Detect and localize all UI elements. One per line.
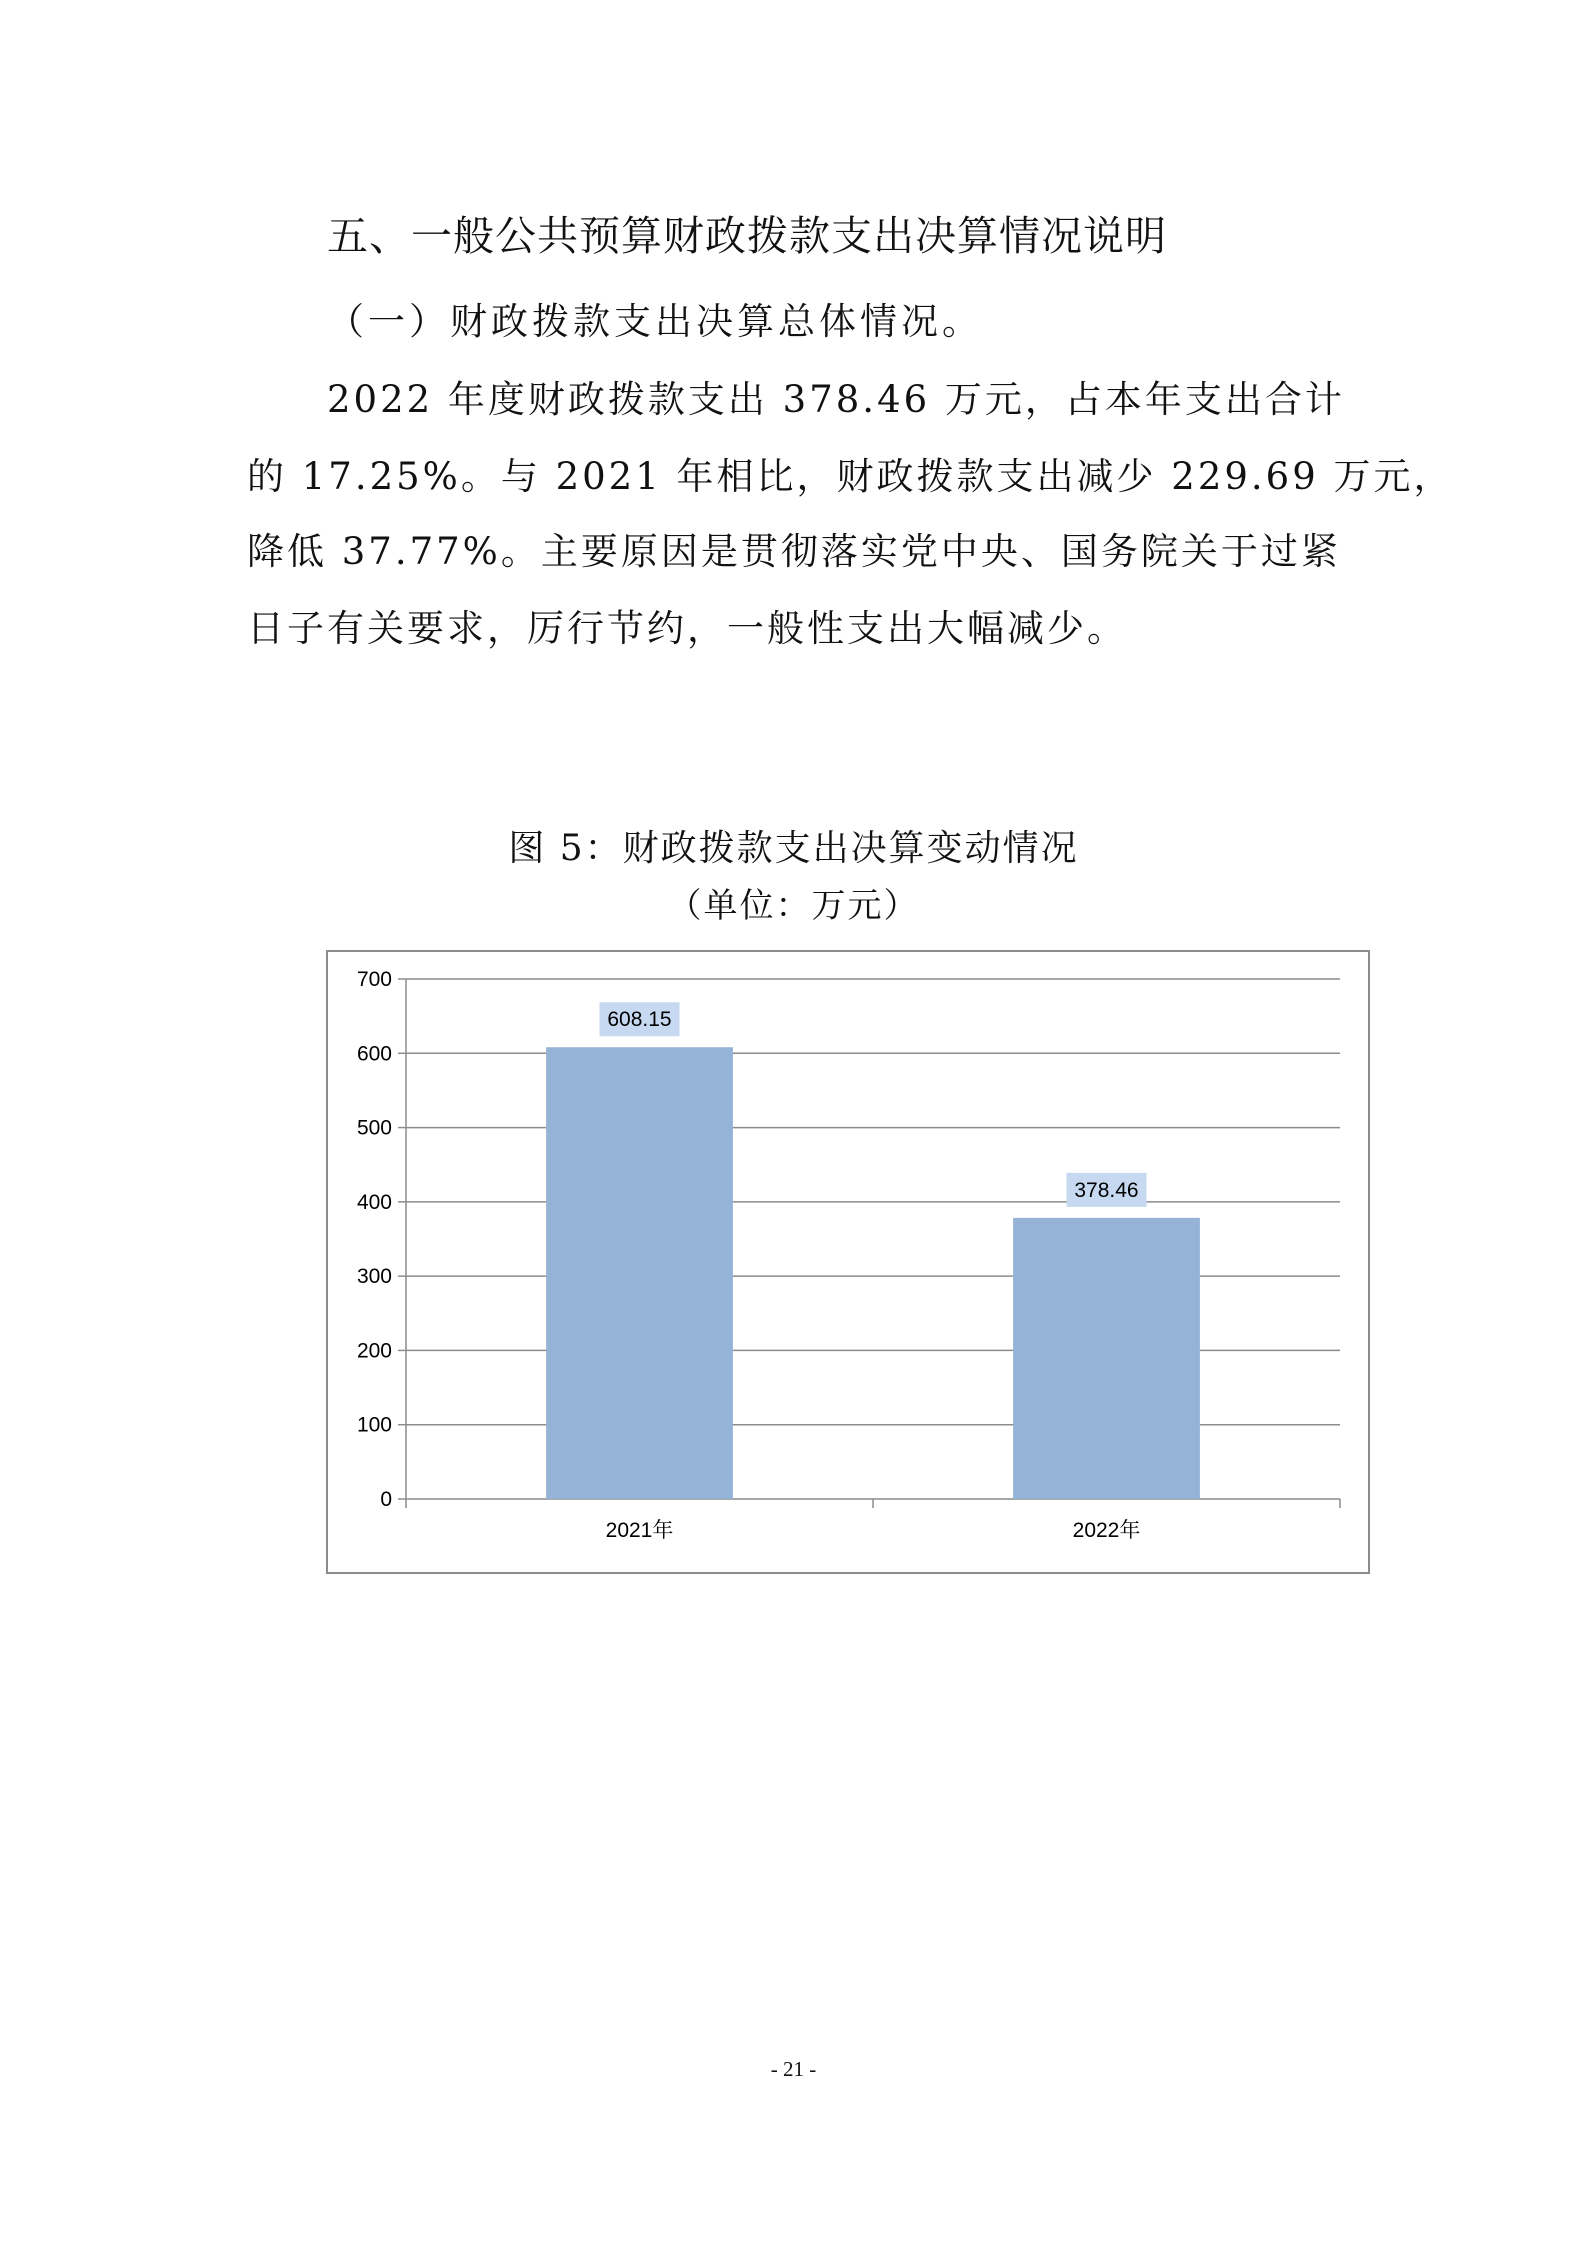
y-tick-label: 500	[356, 1116, 392, 1140]
x-tick-label: 2021年	[605, 1519, 674, 1542]
subsection-heading: （一）财政拨款支出决算总体情况。	[327, 300, 983, 343]
y-tick-label: 400	[356, 1190, 392, 1214]
figure-title: 图 5：财政拨款支出决算变动情况	[508, 828, 1079, 869]
page-number: - 21 -	[770, 2057, 817, 2081]
data-label: 608.15	[607, 1008, 672, 1032]
y-tick-label: 600	[356, 1042, 392, 1066]
section-heading: 五、一般公共预算财政拨款支出决算情况说明	[327, 212, 1167, 260]
paragraph-line: 的 17.25%。与 2021 年相比，财政拨款支出减少 229.69 万元，	[247, 455, 1454, 498]
y-tick-label: 300	[356, 1265, 392, 1289]
figure-unit: （单位：万元）	[667, 886, 920, 926]
x-tick-label: 2022年	[1072, 1519, 1141, 1542]
paragraph-line: 日子有关要求，厉行节约，一般性支出大幅减少。	[247, 607, 1127, 650]
y-tick-label: 700	[356, 968, 392, 991]
y-tick-label: 0	[380, 1488, 392, 1511]
bar-chart	[326, 950, 1370, 1574]
y-tick-label: 100	[356, 1413, 392, 1437]
paragraph-line: 2022 年度财政拨款支出 378.46 万元，占本年支出合计	[327, 378, 1345, 421]
y-tick-label: 200	[356, 1339, 392, 1363]
chart-canvas	[328, 952, 1372, 1576]
bar	[546, 1047, 733, 1499]
paragraph-line: 降低 37.77%。主要原因是贯彻落实党中央、国务院关于过紧	[247, 530, 1341, 573]
data-label: 378.46	[1074, 1178, 1139, 1202]
bar	[1013, 1218, 1200, 1499]
